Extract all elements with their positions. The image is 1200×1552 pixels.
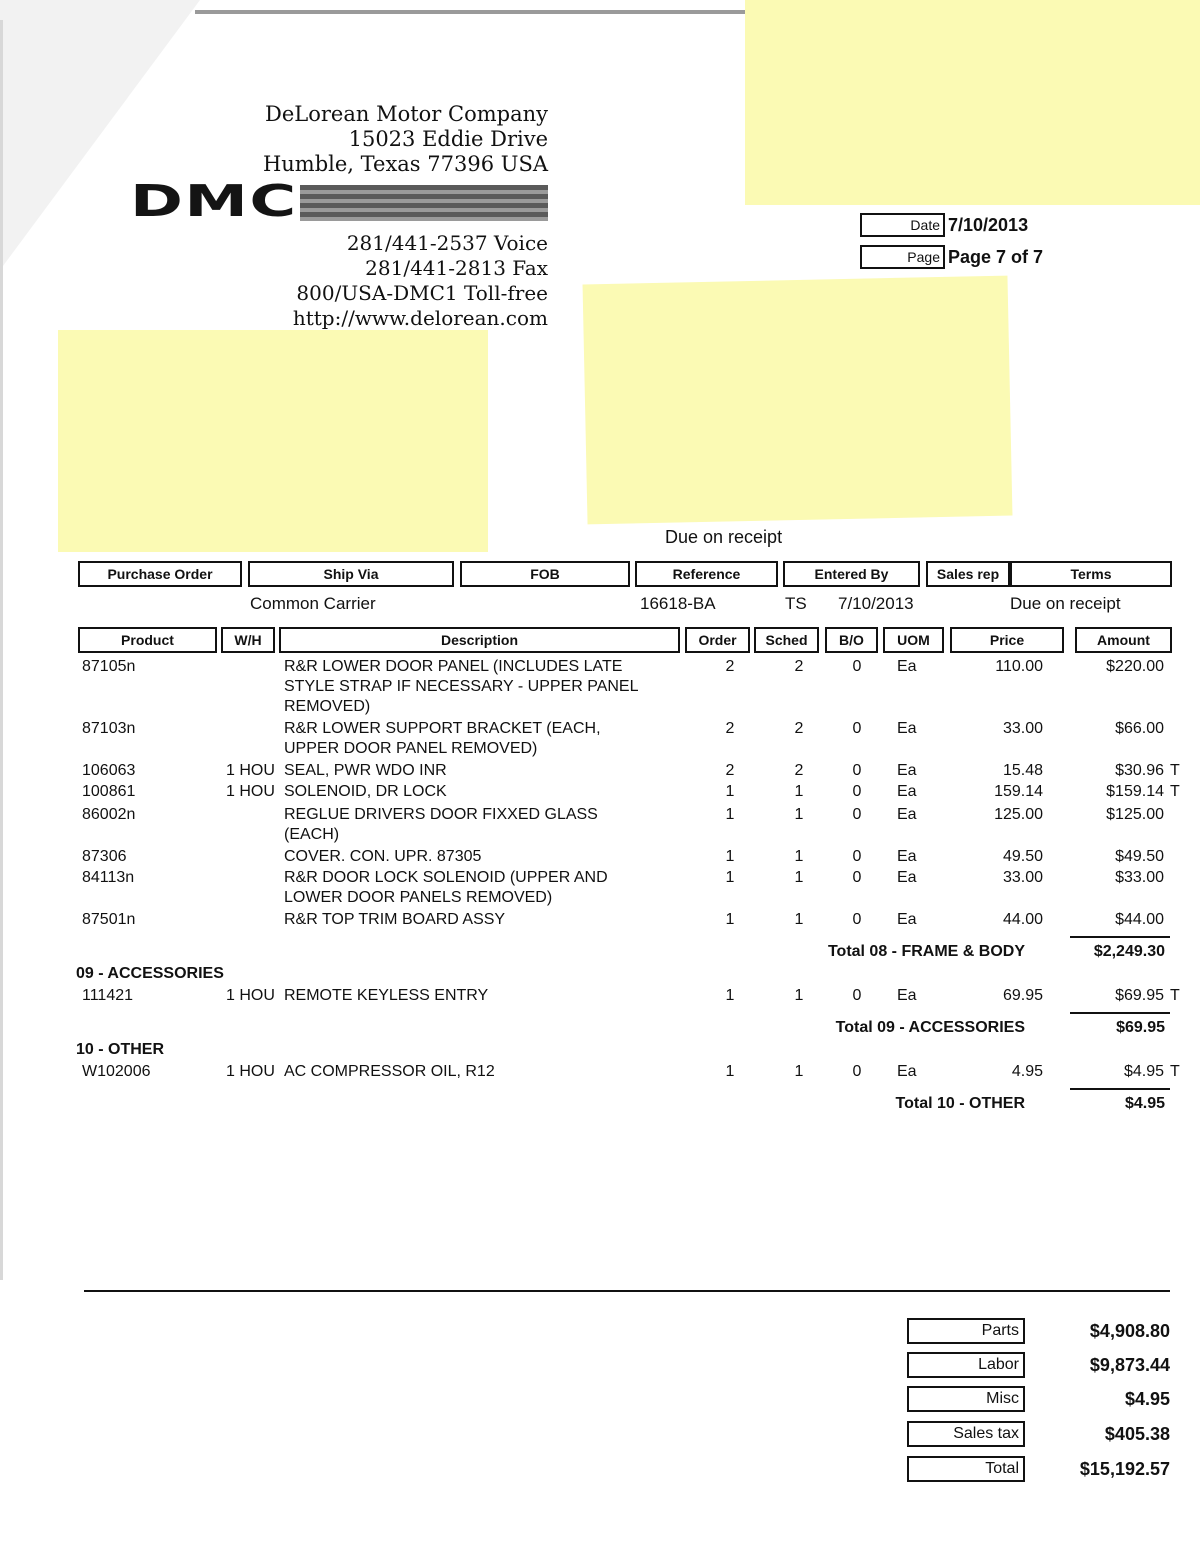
col-uom: UOM [883, 627, 944, 653]
section-other-title: 10 - OTHER [76, 1041, 165, 1058]
misc-value: $4.95 [1124, 1389, 1170, 1409]
company-tollfree: 800/USA-DMC1 Toll-free [296, 281, 548, 305]
purchase-order-header: Purchase Order [78, 561, 242, 587]
price: 69.95 [1002, 987, 1043, 1004]
description-line: COVER. CON. UPR. 87305 [284, 848, 482, 865]
bo-qty: 0 [852, 848, 862, 865]
product-code: 111421 [82, 987, 134, 1004]
total-accessories-label: Total 09 - ACCESSORIES [835, 1019, 1025, 1036]
entered-date-value: 7/10/2013 [838, 594, 914, 613]
order-qty: 1 [725, 806, 735, 823]
dmc-logo-stripes [300, 185, 548, 221]
product-code: 87306 [82, 848, 127, 865]
price: 44.00 [1002, 911, 1043, 928]
labor-label: Labor [907, 1352, 1025, 1378]
uom: Ea [897, 806, 917, 823]
uom: Ea [897, 911, 917, 928]
price: 15.48 [1002, 762, 1043, 779]
product-code: 87105n [82, 658, 136, 675]
price: 33.00 [1002, 869, 1043, 886]
redaction-note-top-right [745, 0, 1200, 205]
uom: Ea [897, 762, 917, 779]
col-wh: W/H [221, 627, 275, 653]
company-name: DeLorean Motor Company [265, 102, 548, 126]
uom: Ea [897, 848, 917, 865]
col-order: Order [685, 627, 750, 653]
total-value: $15,192.57 [1079, 1459, 1170, 1479]
scan-fold-corner [0, 0, 200, 270]
sched-qty: 1 [794, 911, 804, 928]
order-qty: 1 [725, 848, 735, 865]
bo-qty: 0 [852, 806, 862, 823]
description-line: R&R LOWER SUPPORT BRACKET (EACH, [284, 720, 601, 737]
bo-qty: 0 [852, 911, 862, 928]
price: 110.00 [995, 658, 1043, 675]
order-qty: 2 [725, 658, 735, 675]
company-address-line2: Humble, Texas 77396 USA [262, 152, 548, 176]
description-line: STYLE STRAP IF NECESSARY - UPPER PANEL [284, 678, 639, 695]
description-line: REGLUE DRIVERS DOOR FIXXED GLASS [284, 806, 598, 823]
bo-qty: 0 [852, 783, 862, 800]
bo-qty: 0 [852, 1063, 862, 1080]
tax-flag: T [1170, 1063, 1180, 1080]
date-label-box: Date [860, 213, 945, 237]
sched-qty: 2 [794, 720, 804, 737]
page-label-box: Page [860, 245, 945, 269]
date-value: 7/10/2013 [948, 215, 1029, 235]
sched-qty: 1 [794, 869, 804, 886]
footer-divider [84, 1290, 1170, 1292]
product-code: 106063 [82, 762, 136, 779]
bo-qty: 0 [852, 987, 862, 1004]
company-fax: 281/441-2813 Fax [365, 256, 548, 280]
description-line: AC COMPRESSOR OIL, R12 [284, 1063, 495, 1080]
description-line: REMOTE KEYLESS ENTRY [284, 987, 489, 1004]
parts-label: Parts [907, 1318, 1025, 1344]
tax-flag: T [1170, 762, 1180, 779]
terms-value: Due on receipt [1010, 594, 1121, 613]
bo-qty: 0 [852, 658, 862, 675]
description-line: SOLENOID, DR LOCK [284, 783, 447, 800]
amount: $66.00 [1115, 720, 1164, 737]
redaction-note-center [583, 276, 1013, 525]
col-amount: Amount [1075, 627, 1172, 653]
total-frame-label: Total 08 - FRAME & BODY [827, 943, 1025, 960]
fob-header: FOB [460, 561, 630, 587]
ship-via-value: Common Carrier [250, 594, 376, 613]
sched-qty: 1 [794, 806, 804, 823]
total-accessories-value: $69.95 [1116, 1019, 1165, 1036]
price: 49.50 [1002, 848, 1043, 865]
reference-value: 16618-BA [640, 594, 716, 613]
amount: $125.00 [1106, 806, 1164, 823]
terms-header: Terms [1010, 561, 1172, 587]
labor-value: $9,873.44 [1089, 1355, 1170, 1375]
company-website: http://www.delorean.com [292, 306, 548, 330]
warehouse: 1 HOU [226, 762, 275, 779]
amount: $4.95 [1123, 1063, 1164, 1080]
uom: Ea [897, 658, 917, 675]
amount: $220.00 [1106, 658, 1164, 675]
order-qty: 1 [725, 911, 735, 928]
section-accessories-title: 09 - ACCESSORIES [76, 965, 224, 982]
sched-qty: 1 [794, 987, 804, 1004]
subtotal-rule [1070, 1012, 1170, 1014]
description-line: SEAL, PWR WDO INR [284, 762, 447, 779]
col-product: Product [78, 627, 217, 653]
warehouse: 1 HOU [226, 1063, 275, 1080]
uom: Ea [897, 783, 917, 800]
sales-rep-header: Sales rep [926, 561, 1010, 587]
total-other-label: Total 10 - OTHER [895, 1095, 1025, 1112]
redaction-note-left [58, 330, 488, 552]
product-code: 86002n [82, 806, 136, 823]
order-qty: 2 [725, 762, 735, 779]
terms-note: Due on receipt [665, 527, 783, 547]
bo-qty: 0 [852, 869, 862, 886]
tax-flag: T [1170, 783, 1180, 800]
product-code: W102006 [82, 1063, 151, 1080]
col-bo: B/O [825, 627, 878, 653]
tax-flag: T [1170, 987, 1180, 1004]
description-line: R&R DOOR LOCK SOLENOID (UPPER AND [284, 869, 608, 886]
subtotal-rule [1070, 1088, 1170, 1090]
dmc-logo-text: DMC [130, 176, 298, 227]
sales-tax-label: Sales tax [907, 1421, 1025, 1447]
reference-header: Reference [635, 561, 778, 587]
product-code: 84113n [82, 869, 135, 886]
col-description: Description [279, 627, 680, 653]
sched-qty: 1 [794, 783, 804, 800]
order-qty: 1 [725, 869, 735, 886]
bo-qty: 0 [852, 762, 862, 779]
price: 159.14 [994, 783, 1043, 800]
entered-by-header: Entered By [783, 561, 920, 587]
description-line: (EACH) [284, 826, 340, 843]
bo-qty: 0 [852, 720, 862, 737]
uom: Ea [897, 987, 917, 1004]
uom: Ea [897, 1063, 917, 1080]
amount: $69.95 [1115, 987, 1164, 1004]
company-phone: 281/441-2537 Voice [346, 231, 548, 255]
misc-label: Misc [907, 1386, 1025, 1412]
subtotal-rule [1070, 936, 1170, 938]
product-code: 100861 [82, 783, 136, 800]
product-code: 87501n [82, 911, 136, 928]
scan-edge-left [0, 20, 3, 1280]
uom: Ea [897, 869, 917, 886]
sched-qty: 2 [794, 658, 804, 675]
col-sched: Sched [754, 627, 819, 653]
col-price: Price [950, 627, 1064, 653]
description-line: REMOVED) [284, 698, 371, 715]
ship-via-header: Ship Via [248, 561, 454, 587]
product-code: 87103n [82, 720, 136, 737]
amount: $159.14 [1106, 783, 1164, 800]
order-qty: 1 [725, 987, 735, 1004]
uom: Ea [897, 720, 917, 737]
entered-by-value: TS [785, 594, 807, 613]
parts-value: $4,908.80 [1089, 1321, 1170, 1341]
warehouse: 1 HOU [226, 987, 275, 1004]
description-line: R&R TOP TRIM BOARD ASSY [284, 911, 506, 928]
sched-qty: 2 [794, 762, 804, 779]
company-address-line1: 15023 Eddie Drive [348, 127, 548, 151]
order-qty: 1 [725, 1063, 735, 1080]
warehouse: 1 HOU [226, 783, 275, 800]
description-line: UPPER DOOR PANEL REMOVED) [284, 740, 538, 757]
total-label: Total [907, 1456, 1025, 1482]
price: 125.00 [994, 806, 1043, 823]
page-value: Page 7 of 7 [948, 247, 1044, 267]
total-other-value: $4.95 [1124, 1095, 1165, 1112]
sched-qty: 1 [794, 848, 804, 865]
amount: $30.96 [1115, 762, 1164, 779]
price: 4.95 [1011, 1063, 1043, 1080]
amount: $44.00 [1115, 911, 1164, 928]
order-qty: 2 [725, 720, 735, 737]
amount: $49.50 [1115, 848, 1164, 865]
sched-qty: 1 [794, 1063, 804, 1080]
order-qty: 1 [725, 783, 735, 800]
description-line: R&R LOWER DOOR PANEL (INCLUDES LATE [284, 658, 623, 675]
amount: $33.00 [1115, 869, 1164, 886]
total-frame-value: $2,249.30 [1093, 943, 1165, 960]
dmc-logo [130, 176, 550, 227]
description-line: LOWER DOOR PANELS REMOVED) [284, 889, 553, 906]
sales-tax-value: $405.38 [1104, 1424, 1170, 1444]
price: 33.00 [1002, 720, 1043, 737]
